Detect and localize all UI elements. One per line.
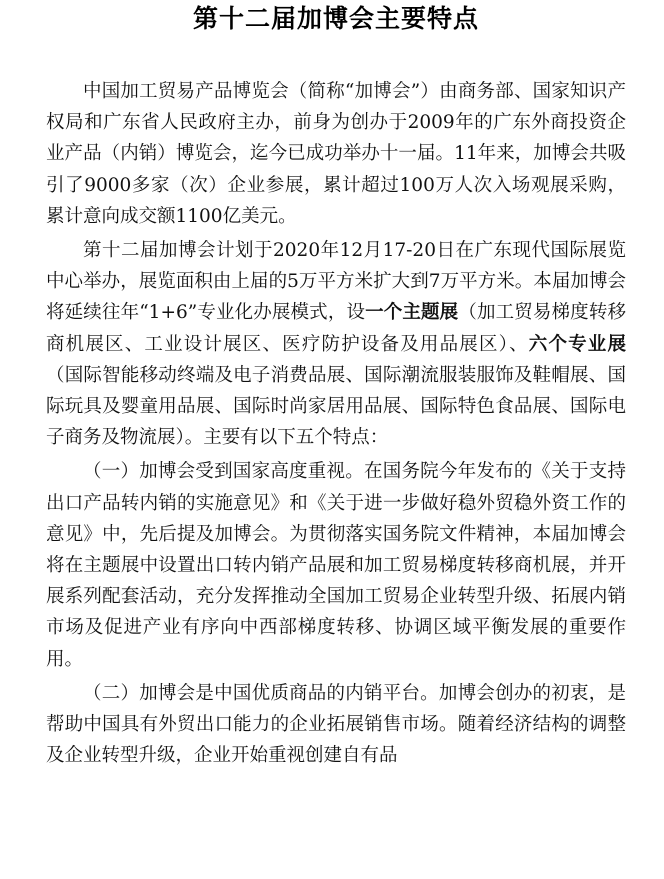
paragraph-feature-two: （二）加博会是中国优质商品的内销平台。加博会创办的初衷，是帮助中国具有外贸出口能力的企业拓展销售市场。随着经济结构的调整及企业转型升级，企业开始重视创建自有品	[46, 682, 626, 767]
paragraph-text: 第十二届加博会计划于2020年12月17-20日在广东现代国际展览中心举办，展览面积由上届的5万平方米扩大到7万平方米。本届加博会将延续往年“1+6”专业化办展模式，设	[46, 240, 626, 324]
paragraph-text: （国际智能移动终端及电子消费品展、国际潮流服装服饰及鞋帽展、国际玩具及婴童用品展、国际时尚家居用品展、国际特色食品展、国际电子商务及物流展）。主要有以下五个特点：	[46, 364, 626, 449]
paragraph-text: （加工贸易梯度转移商机展区、工业设计展区、医疗防护设备及用品展区）、	[46, 302, 626, 355]
paragraph-exhibition-plan	[46, 235, 626, 453]
bold-professional-exhibitions: 六个专业展	[528, 333, 626, 355]
document-title: 第十二届加博会主要特点	[192, 4, 479, 33]
paragraph-feature-one: （一）加博会受到国家高度重视。在国务院今年发布的《关于支持出口产品转内销的实施意见》和《关于进一步做好稳外贸稳外资工作的意见》中，先后提及加博会。为贯彻落实国务院文件精神，本届加博会将在主题展中设置出口转内销产品展和加工贸易梯度转移商机展，并开展系列配套活动，充分发挥推动全国加工贸易企业转型升级、拓展内销市场及促进产业有序向中西部梯度转移、协调区域平衡发展的重要作用。	[46, 461, 626, 670]
bold-theme-exhibition: 一个主题展	[365, 302, 459, 324]
paragraph-intro: 中国加工贸易产品博览会（简称“加博会”）由商务部、国家知识产权局和广东省人民政府主办，前身为创办于2009年的广东外商投资企业产品（内销）博览会，迄今已成功举办十一届。11年来，加博会共吸引了9000多家（次）企业参展，累计超过100万人次入场观展采购，累计意向成交额1100亿美元。	[46, 81, 626, 227]
